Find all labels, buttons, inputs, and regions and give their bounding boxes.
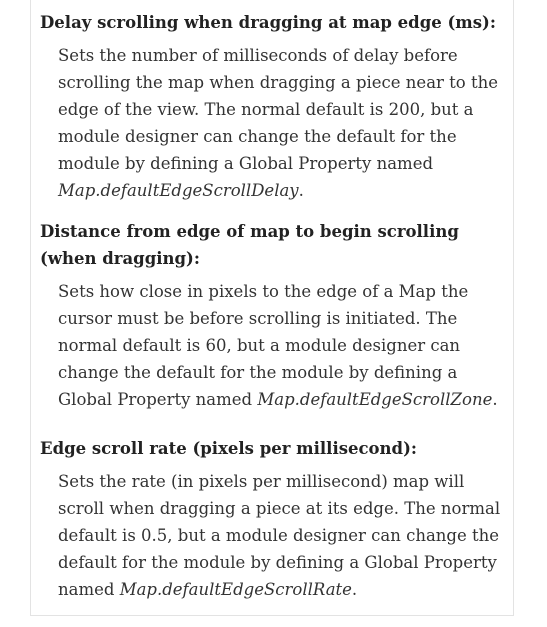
- definition-description: [58, 468, 510, 603]
- definition-list: [40, 9, 510, 613]
- description-text: Sets the rate (in pixels per millisecond) map will scroll when dragging a piece at its edge. The normal default is 0.5, but a module designer can change the default for the module by defining a Global Property named: [58, 472, 501, 599]
- description-suffix: .: [351, 580, 358, 599]
- definition-description: [58, 278, 510, 413]
- definition-term: Edge scroll rate (pixels per millisecond):: [40, 439, 417, 458]
- description-suffix: .: [298, 181, 304, 200]
- description-suffix: .: [492, 390, 498, 409]
- description-text: Sets how close in pixels to the edge of a Map the cursor must be before scrolling is initiated. The normal default is 60, but a module designer can change the default for the module by defining a Global Property named: [58, 282, 469, 409]
- definition-term: Delay scrolling when dragging at map edge (ms):: [40, 13, 496, 32]
- property-name: Map.defaultEdgeScrollDelay: [58, 181, 299, 200]
- definition-description: [58, 42, 510, 204]
- description-text: Sets the number of milliseconds of delay before scrolling the map when dragging a piece near to the edge of the view. The normal default is 200, but a module designer can change the default for the module by defining a Global Property named: [58, 46, 498, 173]
- property-name: Map.defaultEdgeScrollRate: [119, 580, 352, 599]
- definition-entry: [40, 9, 510, 204]
- property-name: Map.defaultEdgeScrollZone: [257, 390, 493, 409]
- definition-entry: [40, 218, 510, 413]
- definition-entry: [40, 435, 510, 603]
- definition-term: Distance from edge of map to begin scrolling (when dragging):: [40, 222, 459, 268]
